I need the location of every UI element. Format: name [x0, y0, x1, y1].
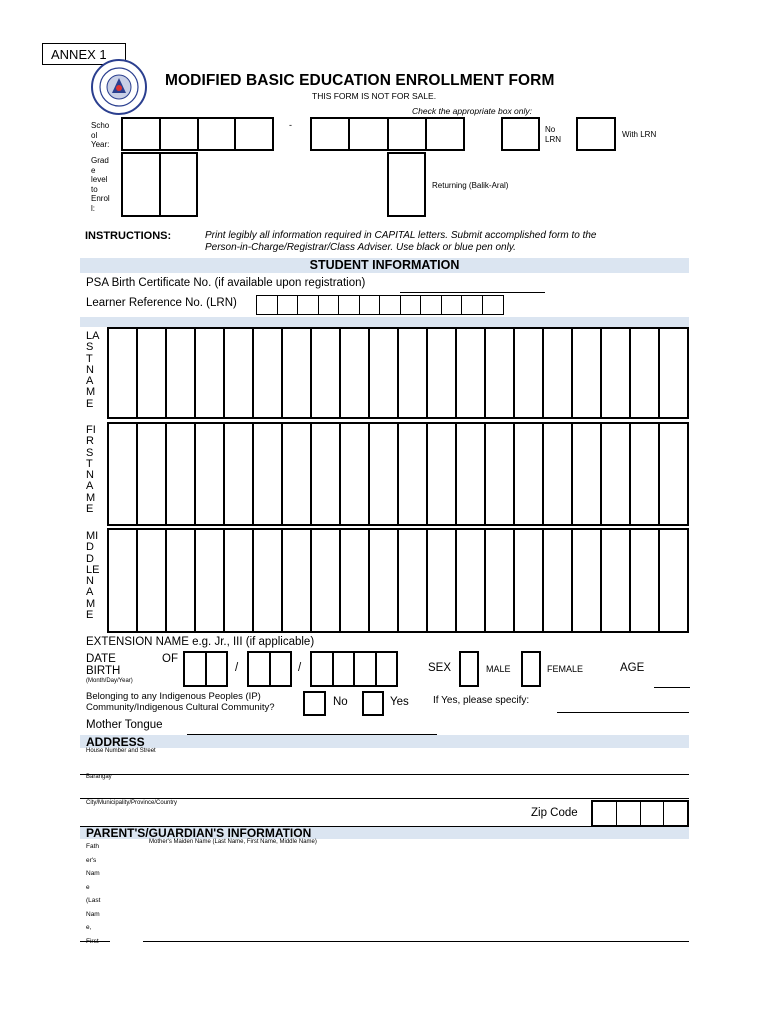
vertical-label-letter: D	[86, 541, 94, 554]
school-year-label-part: ol	[91, 130, 98, 140]
letter-box[interactable]	[254, 530, 283, 631]
father-name-input-line[interactable]	[80, 929, 110, 942]
school-year-label-part: Year:	[91, 140, 110, 149]
letter-box[interactable]	[167, 530, 196, 631]
lrn-digit-box[interactable]	[401, 296, 422, 314]
ip-question-line: Belonging to any Indigenous Peoples (IP)	[86, 691, 261, 702]
returning-checkbox[interactable]	[387, 152, 426, 217]
letter-box[interactable]	[283, 530, 312, 631]
letter-box[interactable]	[631, 329, 660, 417]
lrn-boxes[interactable]	[256, 295, 504, 315]
vertical-label-letter: e,	[86, 924, 92, 931]
extension-name-label: EXTENSION NAME e.g. Jr., III (if applicable)	[86, 636, 315, 648]
letter-box[interactable]	[225, 329, 254, 417]
dob-birth-label: BIRTH	[86, 665, 121, 677]
letter-box[interactable]	[370, 530, 399, 631]
school-year-start-boxes[interactable]	[121, 117, 274, 151]
ip-question	[86, 691, 275, 713]
barangay-label: Barangay	[86, 774, 112, 780]
annex-label: ANNEX 1	[42, 43, 126, 65]
mother-name-input-line[interactable]	[143, 929, 689, 942]
letter-box[interactable]	[602, 530, 631, 631]
letter-box[interactable]	[283, 424, 312, 524]
letter-box[interactable]	[573, 530, 602, 631]
psa-label: PSA Birth Certificate No. (if available upon registration)	[86, 277, 366, 289]
letter-box[interactable]	[486, 530, 515, 631]
with-lrn-checkbox[interactable]	[576, 117, 616, 151]
house-street-label: House Number and Street	[86, 748, 156, 754]
no-lrn-checkbox[interactable]	[501, 117, 540, 151]
vertical-label-letter: LE	[86, 563, 100, 576]
dob-date-label: DATE	[86, 653, 116, 665]
letter-box[interactable]	[660, 530, 687, 631]
letter-box[interactable]	[341, 530, 370, 631]
ip-no-checkbox[interactable]	[303, 691, 326, 716]
vertical-label-letter: N	[86, 575, 94, 588]
lrn-digit-box[interactable]	[483, 296, 504, 314]
digit-box[interactable]	[641, 802, 665, 825]
vertical-label-letter: LA	[86, 330, 100, 342]
lrn-digit-box[interactable]	[360, 296, 381, 314]
grade-level-boxes[interactable]	[121, 152, 198, 217]
letter-box[interactable]	[486, 329, 515, 417]
digit-box[interactable]	[161, 154, 197, 215]
letter-box[interactable]	[515, 424, 544, 524]
lrn-digit-box[interactable]	[442, 296, 463, 314]
age-label: AGE	[620, 662, 645, 674]
instructions-line: Print legibly all information required in CAPITAL letters. Submit accomplished form to the	[205, 230, 597, 241]
digit-box[interactable]	[334, 653, 356, 685]
year-dash: -	[289, 120, 292, 130]
letter-box[interactable]	[544, 424, 573, 524]
vertical-label-letter: er's	[86, 856, 97, 864]
lrn-digit-box[interactable]	[462, 296, 483, 314]
digit-box[interactable]	[389, 119, 427, 149]
vertical-label-letter: MI	[86, 530, 99, 542]
lrn-digit-box[interactable]	[257, 296, 278, 314]
grade-label-part: Enrol	[91, 194, 110, 203]
vertical-label-letter: e	[86, 883, 90, 891]
letter-box[interactable]	[486, 424, 515, 524]
vertical-label-letter: Fath	[86, 843, 100, 850]
letter-box[interactable]	[283, 329, 312, 417]
letter-box[interactable]	[399, 530, 428, 631]
letter-box[interactable]	[167, 329, 196, 417]
letter-box[interactable]	[515, 530, 544, 631]
digit-box[interactable]	[185, 653, 207, 685]
grade-label-part: Grad	[91, 156, 109, 165]
vertical-label-letter: Nam	[86, 910, 100, 918]
instructions-line: Person-in-Charge/Registrar/Class Adviser. Use black or blue pen only.	[205, 241, 516, 253]
middle-name-grid[interactable]	[107, 528, 689, 633]
letter-box[interactable]	[370, 329, 399, 417]
letter-box[interactable]	[138, 424, 167, 524]
vertical-label-letter: (Last	[86, 897, 101, 904]
no-lrn-label	[545, 125, 561, 144]
mother-tongue-input-line[interactable]	[187, 722, 437, 735]
psa-input-line[interactable]	[400, 278, 545, 293]
letter-box[interactable]	[167, 424, 196, 524]
vertical-label-letter: A	[86, 375, 94, 388]
grade-label-part: to	[91, 184, 98, 194]
mother-maiden-label: Mother's Maiden Name (Last Name, First Name, Middle Name)	[149, 839, 317, 845]
vertical-label-letter: First	[86, 937, 99, 945]
female-checkbox[interactable]	[521, 651, 541, 687]
vertical-label-letter: R	[86, 435, 94, 448]
blue-divider	[80, 317, 689, 327]
digit-box[interactable]	[199, 119, 237, 149]
letter-box[interactable]	[109, 424, 138, 524]
letter-box[interactable]	[312, 424, 341, 524]
letter-box[interactable]	[631, 424, 660, 524]
vertical-label-letter: M	[86, 597, 96, 610]
house-street-input-line[interactable]	[80, 762, 689, 775]
instructions-text	[205, 230, 675, 253]
ip-question-line: Community/Indigenous Cultural Community?	[86, 702, 275, 713]
letter-box[interactable]	[109, 329, 138, 417]
ip-specify-input-line[interactable]	[557, 700, 689, 713]
digit-box[interactable]	[161, 119, 199, 149]
letter-box[interactable]	[544, 329, 573, 417]
vertical-label-letter: T	[86, 352, 93, 365]
city-label: City/Municipality/Province/Country	[86, 800, 178, 806]
letter-box[interactable]	[399, 424, 428, 524]
vertical-label-letter: S	[86, 341, 94, 354]
letter-box[interactable]	[254, 329, 283, 417]
ip-yes-checkbox[interactable]	[362, 691, 384, 716]
with-lrn-label: With LRN	[622, 130, 657, 139]
returning-label: Returning (Balik-Aral)	[432, 181, 509, 190]
middle-name-label	[86, 531, 106, 621]
vertical-label-letter: E	[86, 503, 94, 516]
male-label: MALE	[486, 664, 511, 674]
vertical-label-letter: FI	[86, 424, 96, 436]
age-input-line[interactable]	[654, 675, 690, 688]
digit-box[interactable]	[312, 653, 334, 685]
dob-slash: /	[298, 662, 302, 674]
digit-box[interactable]	[617, 802, 641, 825]
grade-label-part: l:	[91, 203, 95, 213]
dob-slash: /	[235, 662, 239, 674]
vertical-label-letter: E	[86, 397, 94, 410]
form-subtitle: THIS FORM IS NOT FOR SALE.	[312, 91, 437, 101]
grade-label-part: level	[91, 175, 108, 184]
student-info-header: STUDENT INFORMATION	[80, 258, 689, 273]
letter-box[interactable]	[515, 329, 544, 417]
digit-box[interactable]	[236, 119, 272, 149]
vertical-label-letter: M	[86, 386, 96, 399]
male-checkbox[interactable]	[459, 651, 479, 687]
letter-box[interactable]	[428, 329, 457, 417]
letter-box[interactable]	[457, 530, 486, 631]
dob-of-label: OF	[162, 653, 178, 665]
lrn-digit-box[interactable]	[278, 296, 299, 314]
vertical-label-letter: N	[86, 363, 94, 376]
letter-box[interactable]	[428, 424, 457, 524]
letter-box[interactable]	[370, 424, 399, 524]
zip-code-boxes[interactable]	[591, 800, 689, 827]
female-label: FEMALE	[547, 664, 584, 674]
dob-year-boxes[interactable]	[310, 651, 398, 687]
letter-box[interactable]	[254, 424, 283, 524]
school-year-label-part: Scho	[91, 121, 110, 130]
digit-box[interactable]	[427, 119, 463, 149]
lrn-label: Learner Reference No. (LRN)	[86, 297, 237, 309]
last-name-grid[interactable]	[107, 327, 689, 419]
letter-box[interactable]	[573, 424, 602, 524]
school-year-label	[91, 121, 109, 150]
letter-box[interactable]	[225, 424, 254, 524]
letter-box[interactable]	[602, 424, 631, 524]
dob-month-boxes[interactable]	[183, 651, 228, 687]
letter-box[interactable]	[196, 530, 225, 631]
parents-header: PARENT'S/GUARDIAN'S INFORMATION	[86, 826, 312, 840]
grade-level-label	[91, 156, 110, 213]
digit-box[interactable]	[664, 802, 687, 825]
vertical-label-letter: A	[86, 480, 94, 493]
letter-box[interactable]	[138, 329, 167, 417]
lrn-digit-box[interactable]	[380, 296, 401, 314]
letter-box[interactable]	[341, 329, 370, 417]
dob-day-boxes[interactable]	[247, 651, 292, 687]
letter-box[interactable]	[196, 329, 225, 417]
vertical-label-letter: M	[86, 491, 96, 504]
letter-box[interactable]	[399, 329, 428, 417]
ip-specify-label: If Yes, please specify:	[433, 695, 530, 706]
mother-tongue-label: Mother Tongue	[86, 719, 163, 731]
letter-box[interactable]	[196, 424, 225, 524]
dob-format-label: (Month/Day/Year)	[86, 678, 133, 684]
vertical-label-letter: E	[86, 609, 94, 622]
letter-box[interactable]	[631, 530, 660, 631]
instructions-label: INSTRUCTIONS:	[85, 230, 172, 242]
no-lrn-label-part: LRN	[545, 134, 562, 144]
letter-box[interactable]	[225, 530, 254, 631]
vertical-label-letter: N	[86, 469, 94, 482]
ip-yes-label: Yes	[390, 696, 409, 708]
school-year-end-boxes[interactable]	[310, 117, 465, 151]
letter-box[interactable]	[457, 329, 486, 417]
letter-box[interactable]	[312, 329, 341, 417]
letter-box[interactable]	[602, 329, 631, 417]
digit-box[interactable]	[593, 802, 617, 825]
letter-box[interactable]	[660, 329, 687, 417]
digit-box[interactable]	[123, 154, 161, 215]
address-band	[80, 735, 689, 748]
barangay-input-line[interactable]	[80, 786, 689, 799]
deped-seal-icon	[90, 58, 148, 116]
letter-box[interactable]	[573, 329, 602, 417]
digit-box[interactable]	[249, 653, 271, 685]
vertical-label-letter: A	[86, 586, 94, 599]
letter-box[interactable]	[341, 424, 370, 524]
grade-label-part: e	[91, 165, 96, 175]
letter-box[interactable]	[544, 530, 573, 631]
no-lrn-label-part: No	[545, 125, 556, 134]
lrn-digit-box[interactable]	[319, 296, 340, 314]
vertical-label-letter: T	[86, 457, 93, 470]
vertical-label-letter: S	[86, 446, 94, 459]
zip-code-label: Zip Code	[531, 807, 578, 819]
vertical-label-letter: Nam	[86, 870, 100, 877]
digit-box[interactable]	[355, 653, 377, 685]
first-name-grid[interactable]	[107, 422, 689, 526]
letter-box[interactable]	[457, 424, 486, 524]
address-header: ADDRESS	[86, 735, 145, 749]
ip-no-label: No	[333, 696, 348, 708]
digit-box[interactable]	[377, 653, 397, 685]
letter-box[interactable]	[138, 530, 167, 631]
first-name-label	[86, 425, 106, 515]
letter-box[interactable]	[428, 530, 457, 631]
vertical-label-letter: D	[86, 552, 94, 565]
check-note: Check the appropriate box only:	[412, 106, 533, 116]
last-name-label	[86, 331, 106, 410]
letter-box[interactable]	[109, 530, 138, 631]
lrn-digit-box[interactable]	[298, 296, 319, 314]
lrn-digit-box[interactable]	[421, 296, 442, 314]
digit-box[interactable]	[207, 653, 227, 685]
form-title: MODIFIED BASIC EDUCATION ENROLLMENT FORM	[165, 72, 555, 89]
digit-box[interactable]	[350, 119, 388, 149]
letter-box[interactable]	[660, 424, 687, 524]
lrn-digit-box[interactable]	[339, 296, 360, 314]
digit-box[interactable]	[271, 653, 291, 685]
sex-label: SEX	[428, 662, 452, 674]
digit-box[interactable]	[312, 119, 350, 149]
digit-box[interactable]	[123, 119, 161, 149]
letter-box[interactable]	[312, 530, 341, 631]
